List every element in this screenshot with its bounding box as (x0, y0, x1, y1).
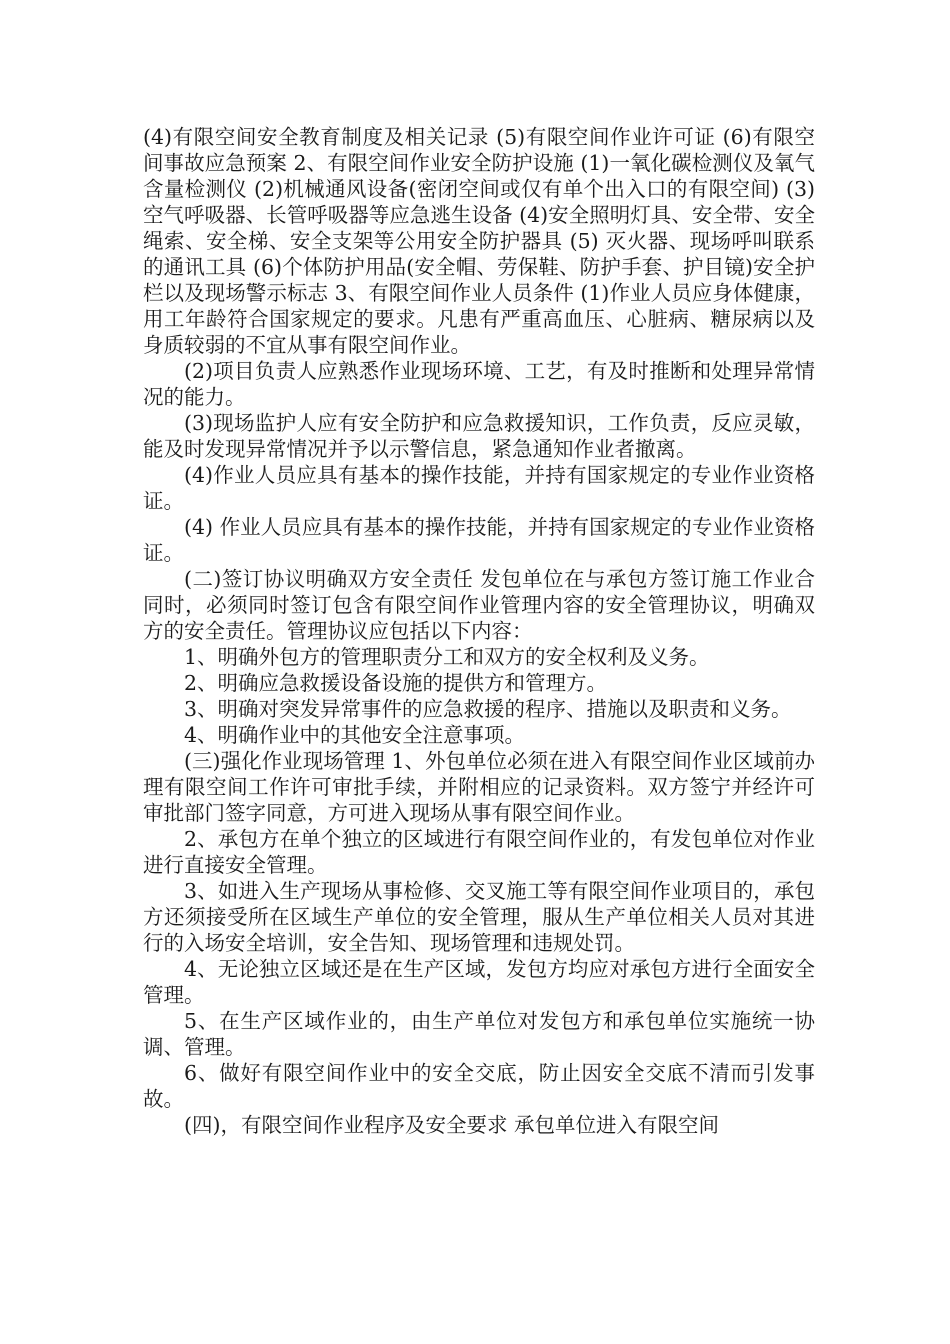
paragraph-12: 2、承包方在单个独立的区域进行有限空间作业的，有发包单位对作业进行直接安全管理。 (143, 827, 815, 877)
paragraph-9: 3、明确对突发异常事件的应急救援的程序、措施以及职责和义务。 (184, 697, 792, 721)
paragraph-7: 1、明确外包方的管理职责分工和双方的安全权利及义务。 (184, 645, 710, 669)
paragraph-5: (4) 作业人员应具有基本的操作技能，并持有国家规定的专业作业资格证。 (143, 515, 815, 565)
paragraph-11: (三)强化作业现场管理 1、外包单位必须在进入有限空间作业区域前办理有限空间工作许可审批手续，并附相应的记录资料。双方签宁并经许可审批部门签字同意，方可进入现场从事有限空间作业。 (143, 749, 815, 825)
paragraph-17: (四)，有限空间作业程序及安全要求 承包单位进入有限空间 (184, 1113, 720, 1137)
paragraph-16: 6、做好有限空间作业中的安全交底，防止因安全交底不清而引发事故。 (143, 1061, 815, 1111)
paragraph-6: (二)签订协议明确双方安全责任 发包单位在与承包方签订施工作业合同时，必须同时签订包含有限空间作业管理内容的安全管理协议，明确双方的安全责任。管理协议应包括以下内容： (143, 567, 815, 643)
paragraph-14: 4、无论独立区域还是在生产区域，发包方均应对承包方进行全面安全管理。 (143, 957, 815, 1007)
paragraph-2: (2)项目负责人应熟悉作业现场环境、工艺，有及时推断和处理异常情况的能力。 (143, 359, 815, 409)
document-body (143, 124, 815, 1138)
paragraph-15: 5、在生产区域作业的，由生产单位对发包方和承包单位实施统一协调、管理。 (143, 1009, 815, 1059)
paragraph-13: 3、如进入生产现场从事检修、交叉施工等有限空间作业项目的，承包方还须接受所在区域生产单位的安全管理，服从生产单位相关人员对其进行的入场安全培训，安全告知、现场管理和违规处罚。 (143, 879, 815, 955)
paragraph-8: 2、明确应急救援设备设施的提供方和管理方。 (184, 671, 608, 695)
paragraph-3: (3)现场监护人应有安全防护和应急救援知识，工作负责，反应灵敏，能及时发现异常情况并予以示警信息，紧急通知作业者撤离。 (143, 411, 815, 461)
paragraph-1: (4)有限空间安全教育制度及相关记录 (5)有限空间作业许可证 (6)有限空间事故应急预案 2、有限空间作业安全防护设施 (1)一氧化碳检测仪及氧气含量检测仪 (2)机械通风设备(密闭空间或仅有单个出入口的有限空间) (3)空气呼吸器、长管呼吸器等应急逃生设备 (4)安全照明灯具、安全带、安全绳索、安全梯、安全支架等公用安全防护器具 (5) 灭火器、现场呼叫联系的通讯工具 (6)个体防护用品(安全帽、劳保鞋、防护手套、护目镜)安全护栏以及现场警示标志 3、有限空间作业人员条件 (1)作业人员应身体健康，用工年龄符合国家规定的要求。凡患有严重高血压、心脏病、糖尿病以及身质较弱的不宜从事有限空间作业。 (143, 125, 815, 357)
paragraph-4: (4)作业人员应具有基本的操作技能，并持有国家规定的专业作业资格证。 (143, 463, 815, 513)
paragraph-10: 4、明确作业中的其他安全注意事项。 (184, 723, 526, 747)
